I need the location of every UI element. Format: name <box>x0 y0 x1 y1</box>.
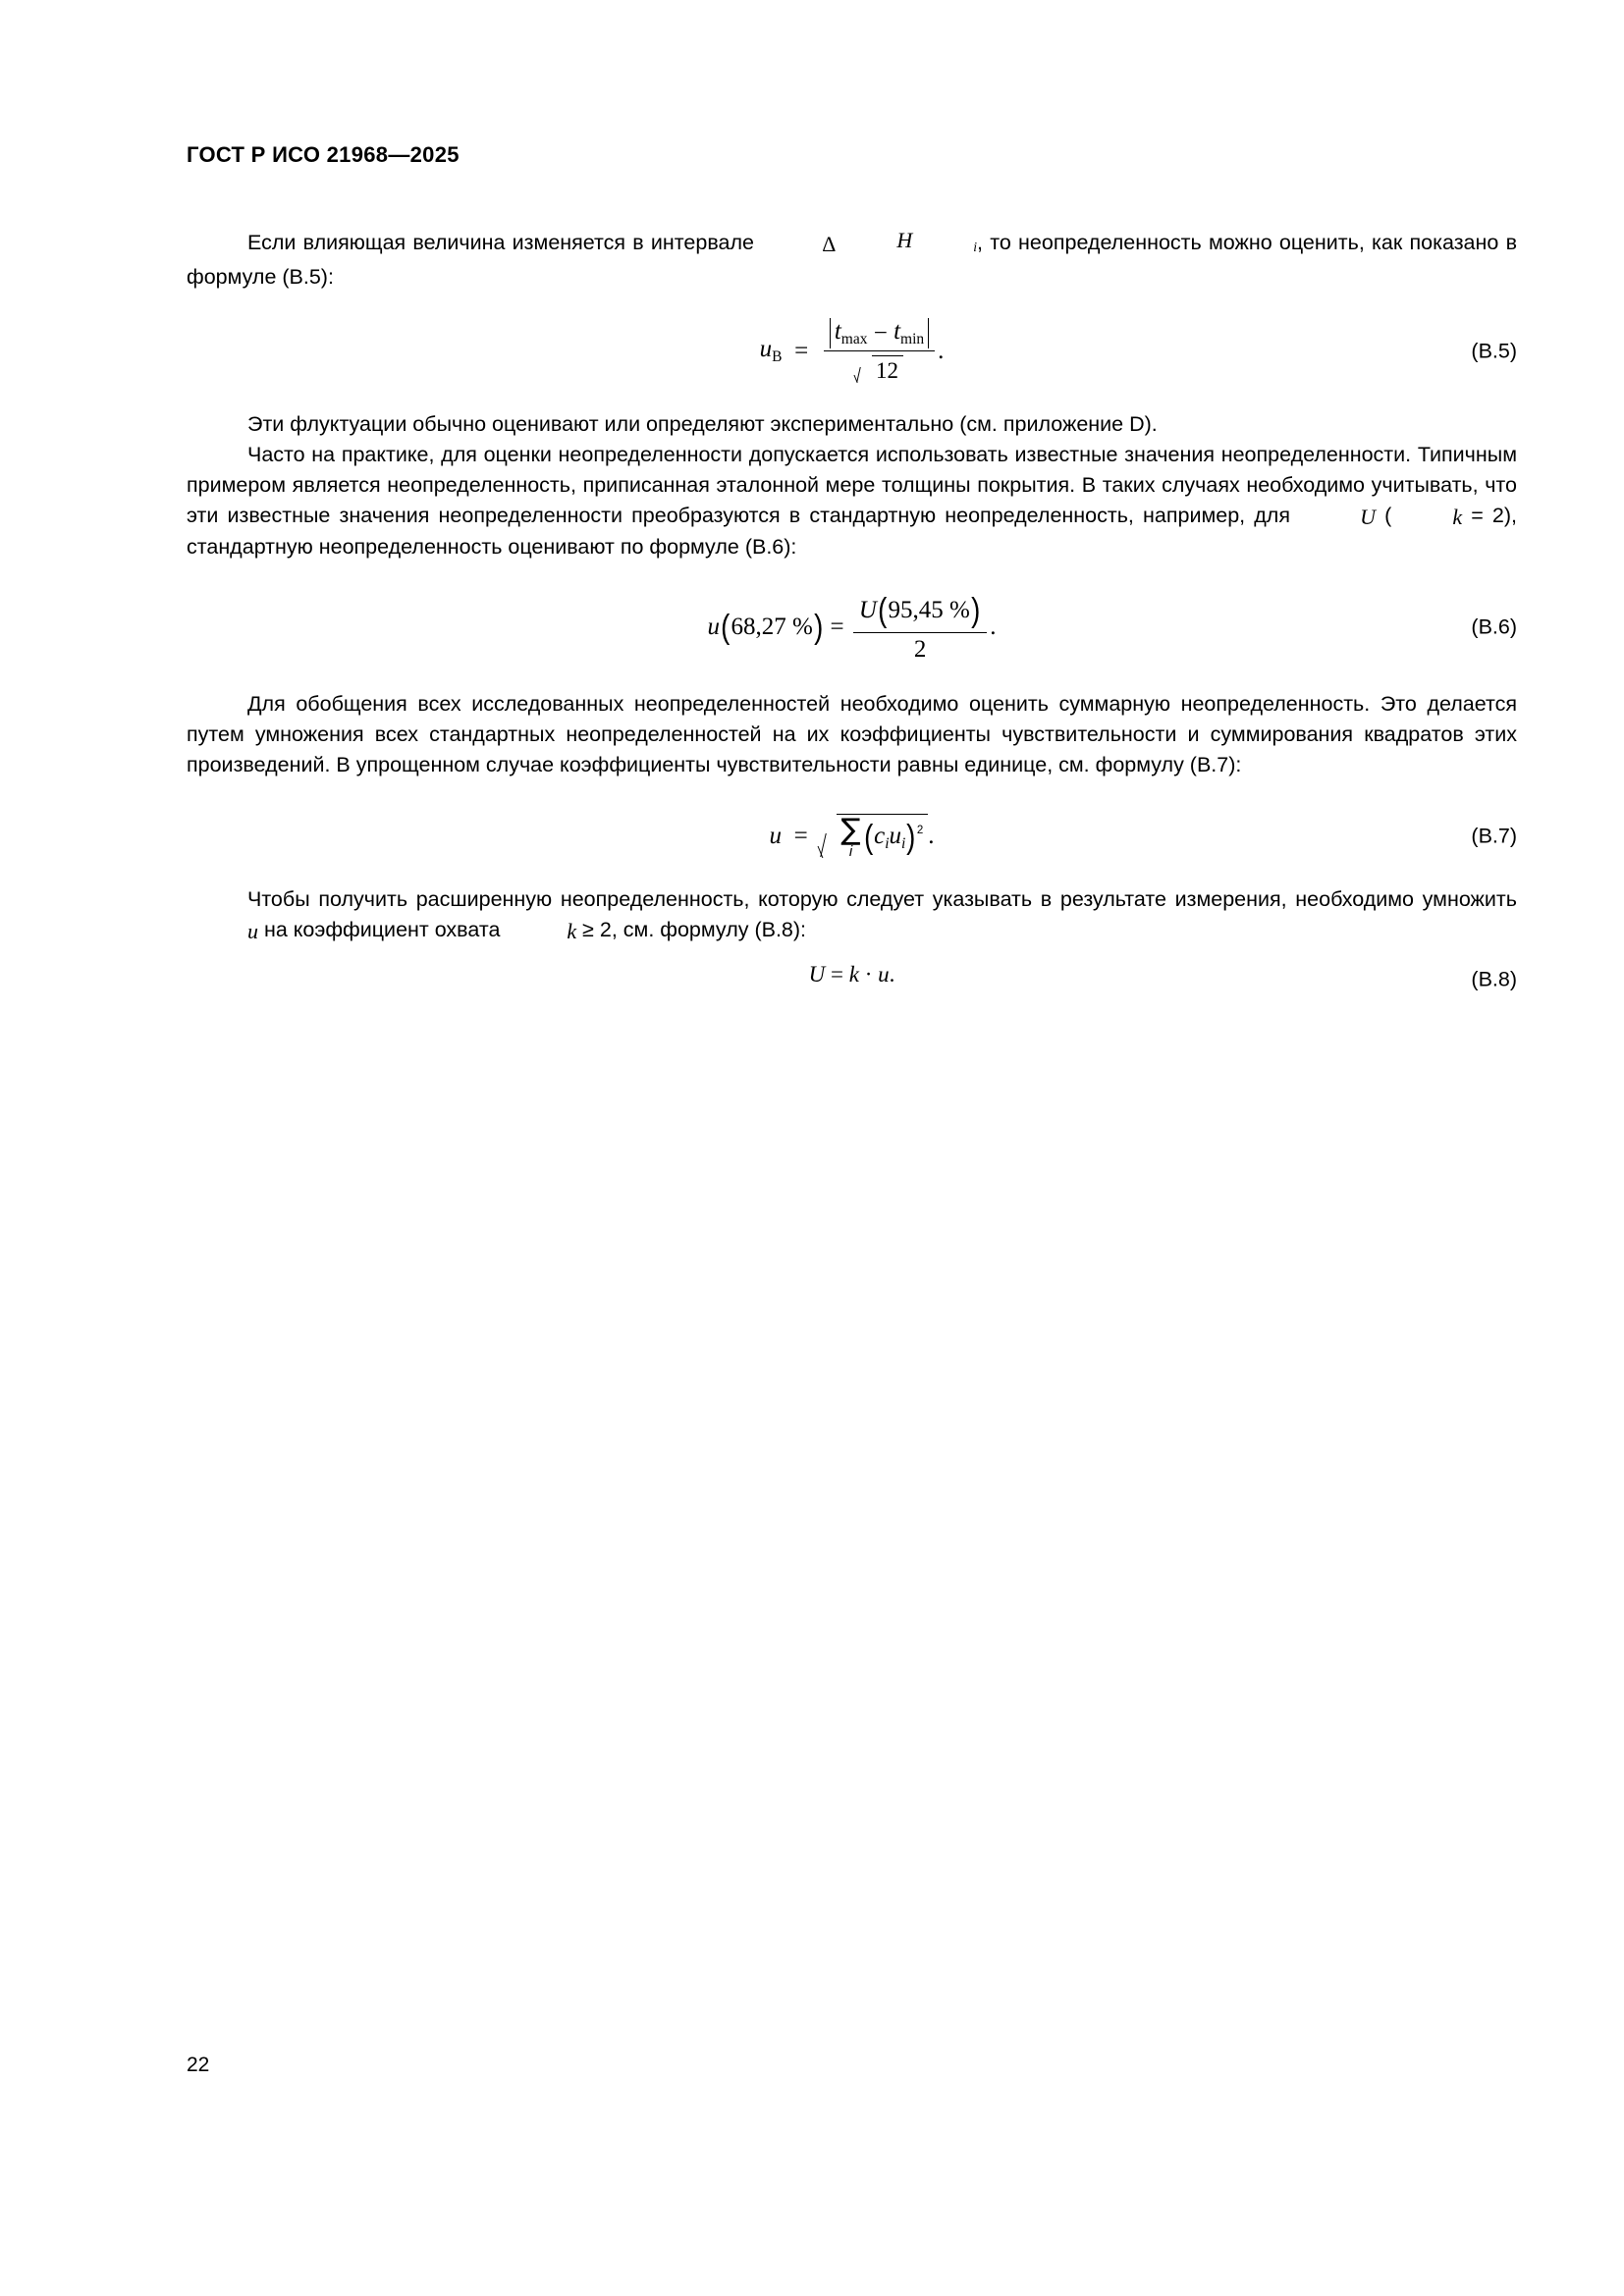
formula-b6-function-u: u <box>707 614 720 641</box>
formula-b8-k: k <box>848 962 859 988</box>
formula-b6-number: (В.6) <box>1471 614 1517 639</box>
formula-b5-denominator: 12 <box>824 351 935 384</box>
page-content <box>187 142 1517 1017</box>
variable-k: k <box>1452 504 1463 529</box>
formula-b5-body <box>187 318 1517 384</box>
paragraph-combined-uncertainty: Для обобщения всех исследованных неопределенностей необходимо оценить суммарную неопределенность. Это делается путем умножения всех стандартных неопределенностей на их коэффициенты чувствительности и суммирования квадратов этих произведений. В упрощенном случае коэффициенты чувствительности равны единице, см. формулу (В.7): <box>187 691 1517 776</box>
formula-b8-body: U = k · u. <box>808 962 895 988</box>
paragraph-intro-b5: Если влияющая величина изменяется в интервале Δ H i, то неопределенность можно оценить, как показано в формуле (В.5): <box>187 225 1517 293</box>
variable-u-small: u <box>247 919 258 944</box>
paragraph-expanded-uncertainty: Чтобы получить расширенную неопределенность, которую следует указывать в результате измерения, необходимо умножить u на коэффициент охвата k ≥ 2, см. формулу (В.8): <box>187 884 1517 946</box>
formula-b5 <box>187 318 1517 384</box>
formula-b7-lhs: u <box>769 823 782 850</box>
formula-b7-radicand: ∑ i (ciui)2 <box>837 814 928 860</box>
formula-b8 <box>187 960 1517 999</box>
formula-b6 <box>187 592 1517 664</box>
formula-b6-numerator: U(95,45 %) <box>853 592 987 633</box>
formula-b7-sqrt <box>820 814 928 860</box>
formula-b6-equals: = <box>824 614 850 641</box>
delta-symbol: Δ <box>822 231 837 256</box>
page-number: 22 <box>187 2054 210 2076</box>
formula-b8-u: u <box>878 962 890 988</box>
formula-b7-body <box>187 814 1517 860</box>
formula-b6-argument: 68,27 % <box>731 614 813 641</box>
formula-b7-number: (В.7) <box>1471 824 1517 848</box>
sigma-icon: ∑ <box>840 812 861 847</box>
formula-b6-numerator-u: U <box>858 597 877 624</box>
formula-b6-close-paren: ) <box>813 608 824 646</box>
formula-b5-number: (В.5) <box>1471 339 1517 363</box>
document-standard-header: ГОСТ Р ИСО 21968—2025 <box>187 142 460 167</box>
formula-b7-sum-index: i <box>848 843 853 861</box>
formula-b6-numerator-argument: 95,45 % <box>888 597 970 624</box>
formula-b5-equals: = <box>787 337 815 364</box>
formula-b8-number: (В.8) <box>1471 967 1517 991</box>
variable-h: H i <box>896 228 978 255</box>
formula-b7-period: . <box>928 823 935 850</box>
formula-b7 <box>187 814 1517 860</box>
variable-u-capital: U <box>1360 504 1377 529</box>
formula-b5-numerator: tmax − tmin <box>824 318 935 351</box>
formula-b6-body <box>187 592 1517 664</box>
variable-k-2: k <box>567 919 577 944</box>
formula-b6-fraction <box>853 592 987 664</box>
formula-b7-sum <box>840 812 861 861</box>
paragraph-fluctuations: Эти флуктуации обычно оценивают или определяют экспериментально (см. приложение D). <box>247 411 1158 436</box>
formula-b5-lhs: uB <box>759 336 783 366</box>
formula-b7-equals: = <box>787 823 814 850</box>
formula-b5-fraction <box>824 318 935 384</box>
formula-b5-period: . <box>938 337 945 364</box>
formula-b6-denominator: 2 <box>913 635 927 663</box>
formula-b8-lhs: U <box>808 962 826 988</box>
paragraph-known-values: Часто на практике, для оценки неопределенности допускается использовать известные значения неопределенности. Типичным примером является неопределенность, приписанная эталонной мере толщины покрытия. В таких случаях необходимо учитывать, что эти известные значения неопределенности преобразуются в стандартную неопределенность, например, для U ( k = 2), стандартную неопределенность оценивают по формуле (В.6): <box>187 442 1518 559</box>
formula-b6-period: . <box>990 614 997 641</box>
formula-b6-open-paren: ( <box>721 608 731 646</box>
